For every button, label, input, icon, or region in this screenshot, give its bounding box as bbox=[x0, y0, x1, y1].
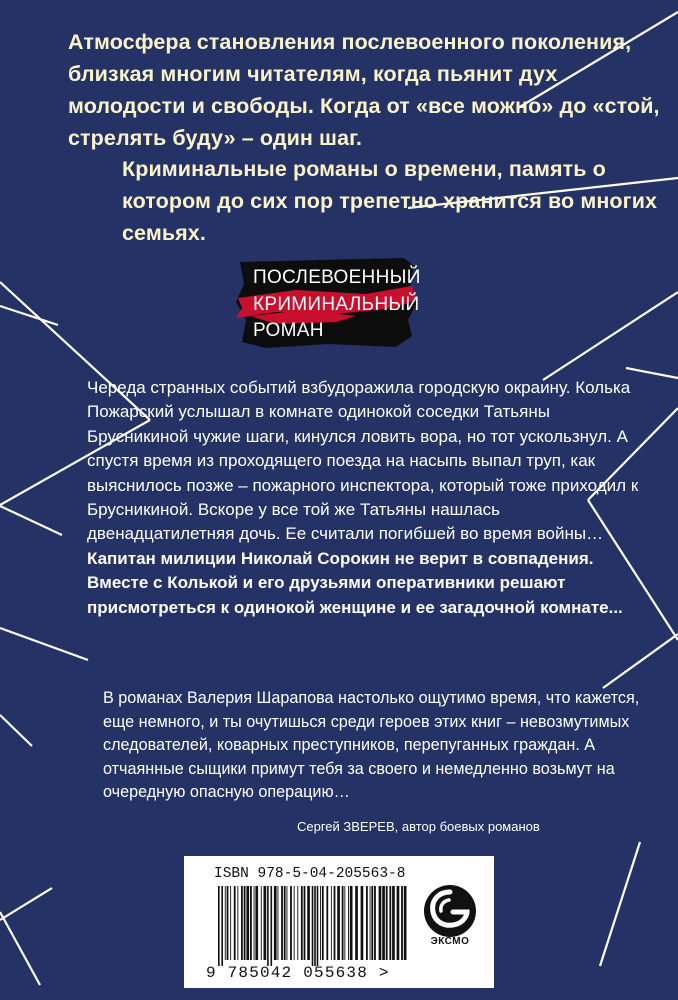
decorative-line bbox=[603, 634, 678, 688]
barcode-bar bbox=[386, 886, 388, 960]
barcode-bar bbox=[230, 886, 231, 960]
intro-paragraph: Атмосфера становления послевоенного поколения, близкая многим читателям, когда пьянит дух молодости и свободы. Когда от «все можно» до «стой, стрелять буду» – один шаг. bbox=[68, 30, 660, 150]
barcode-bar bbox=[312, 886, 314, 966]
barcode-bar bbox=[255, 886, 258, 960]
barcode-bar bbox=[404, 886, 407, 960]
barcode-bar bbox=[401, 886, 403, 960]
barcode-digits: 9 785042 055638 > bbox=[206, 964, 390, 982]
stamp-line: ПОСЛЕВОЕННЫЙ bbox=[253, 267, 421, 288]
intro-paragraph: Криминальные романы о времени, память о котором до сих пор трепетно хранится во многих семьях. bbox=[122, 157, 658, 245]
barcode-bar bbox=[218, 886, 220, 966]
barcode-bar bbox=[241, 886, 243, 960]
isbn-label: ISBN 978-5-04-205563-8 bbox=[214, 866, 406, 882]
barcode-bar bbox=[307, 886, 310, 960]
barcode-bar bbox=[370, 886, 371, 960]
decorative-line bbox=[600, 842, 640, 966]
barcode-bar bbox=[221, 886, 223, 966]
barcode-bar bbox=[250, 886, 252, 960]
barcode-bar bbox=[322, 886, 324, 960]
stamp-line: РОМАН bbox=[253, 320, 324, 341]
barcode-bar bbox=[234, 886, 236, 960]
publisher-name: ЭКСМО bbox=[430, 936, 470, 947]
barcode-bar bbox=[374, 886, 376, 960]
barcode-bar bbox=[371, 886, 373, 960]
barcode-bar bbox=[274, 886, 277, 960]
barcode-bar bbox=[334, 886, 336, 960]
barcode-bar bbox=[379, 886, 382, 960]
barcode-bar bbox=[326, 886, 328, 960]
barcode-image bbox=[218, 886, 408, 966]
barcode-bar bbox=[264, 886, 267, 960]
barcode-bar bbox=[366, 886, 368, 960]
barcode-bar bbox=[294, 886, 295, 960]
barcode-bar bbox=[246, 886, 249, 960]
barcode-bar bbox=[271, 886, 273, 966]
book-annotation bbox=[87, 376, 647, 620]
barcode-bar bbox=[267, 886, 269, 966]
review-signature: Сергей ЗВЕРЕВ, автор боевых романов bbox=[297, 819, 540, 834]
barcode-panel bbox=[184, 856, 494, 988]
annotation-text: Череда странных событий взбудоражила городскую окраину. Колька Пожарский услышал в комнате одинокой соседки Татьяны Брусникиной чужие шаги, кинулся ловить вора, но тот ускользнул. А спустя время из проходящего поезда на насыпь выпал труп, как выяснилось позже – пожарного инспектора, который тоже приходил к Брусникиной. Вскоре у все той же Татьяны нашлась двенадцатилетняя дочь. Ее считали погибшей во время войны… bbox=[87, 378, 639, 544]
barcode-bar bbox=[382, 886, 385, 960]
barcode-bar bbox=[350, 886, 353, 960]
barcode-bar bbox=[397, 886, 400, 960]
decorative-line bbox=[0, 888, 52, 920]
barcode-bar bbox=[348, 886, 349, 960]
decorative-line bbox=[0, 506, 62, 535]
barcode-bar bbox=[304, 886, 306, 960]
review-quote: В романах Валерия Шарапова настолько ощутимо время, что кажется, еще немного, и ты очутишься среди героев этих книг – невозмутимых следователей, коварных преступников, перепуганных граждан. А отчаянные сыщики примут тебя за своего и немедленно возьмут на очередную опасную операцию… bbox=[103, 689, 640, 801]
barcode-bar bbox=[361, 886, 364, 960]
barcode-bar bbox=[355, 886, 358, 960]
barcode-bar bbox=[278, 886, 279, 960]
annotation-bold-text: Капитан милиции Николай Сорокин не верит в совпадения. Вместе с Колькой и его друзьями оперативники решают присмотреться к одинокой женщине и ее загадочной комнате... bbox=[87, 548, 623, 617]
barcode-bar bbox=[281, 886, 283, 960]
barcode-bar bbox=[225, 886, 226, 960]
eksmo-logo-icon bbox=[423, 884, 477, 938]
barcode-bar bbox=[227, 886, 229, 960]
stamp-line: КРИМИНАЛЬНЫЙ bbox=[253, 294, 420, 315]
barcode-bar bbox=[317, 886, 319, 966]
publisher-logo bbox=[418, 884, 482, 954]
barcode-bar bbox=[314, 886, 316, 966]
barcode-bar bbox=[290, 886, 292, 960]
barcode-bar bbox=[389, 886, 391, 960]
decorative-line bbox=[0, 628, 88, 660]
barcode-bar bbox=[344, 886, 345, 960]
decorative-line bbox=[543, 292, 678, 380]
decorative-line bbox=[0, 912, 40, 985]
barcode-bar bbox=[301, 886, 303, 960]
series-stamp bbox=[236, 256, 421, 349]
barcode-bar bbox=[284, 886, 286, 960]
barcode-bar bbox=[244, 886, 246, 960]
barcode-bar bbox=[342, 886, 344, 960]
barcode-bar bbox=[261, 886, 262, 960]
barcode-bar bbox=[320, 886, 321, 960]
barcode-bar bbox=[392, 886, 395, 960]
barcode-bar bbox=[331, 886, 332, 960]
barcode-bar bbox=[287, 886, 288, 960]
barcode-bar bbox=[254, 886, 255, 960]
barcode-bar bbox=[297, 886, 298, 960]
decorative-line bbox=[0, 715, 32, 746]
barcode-bar bbox=[337, 886, 340, 960]
barcode-bar bbox=[237, 886, 238, 960]
